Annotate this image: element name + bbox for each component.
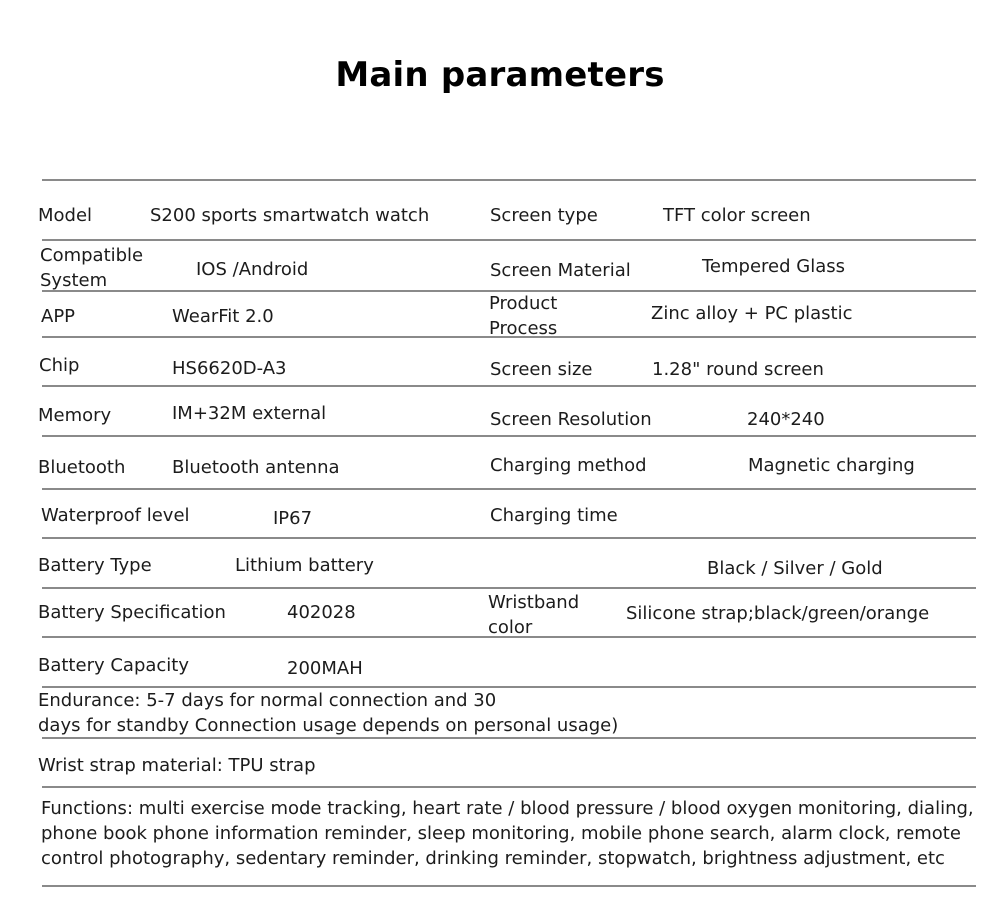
spec-value-battery-capacity: 200MAH	[287, 658, 363, 679]
spec-value-app: WearFit 2.0	[172, 306, 274, 327]
spec-label-screen-resolution: Screen Resolution	[490, 409, 652, 430]
spec-value-memory: IM+32M external	[172, 403, 327, 424]
spec-label-charging-method: Charging method	[490, 455, 647, 476]
spec-label-waterproof-level: Waterproof level	[41, 505, 190, 526]
spec-value-screen-resolution: 240*240	[747, 409, 825, 430]
spec-value-bluetooth: Bluetooth antenna	[172, 457, 340, 478]
spec-value-product-process: Zinc alloy + PC plastic	[651, 303, 853, 324]
spec-label-charging-time: Charging time	[490, 505, 618, 526]
spec-value-wristband-color: Silicone strap;black/green/orange	[626, 603, 930, 624]
spec-label-product-process-2: Process	[489, 318, 558, 339]
spec-value-chip: HS6620D-A3	[172, 358, 287, 379]
wrist-strap-text: Wrist strap material: TPU strap	[38, 755, 316, 776]
endurance-text-2: days for standby Connection usage depends on personal usage)	[38, 715, 619, 736]
spec-label-screen-material: Screen Material	[490, 260, 631, 281]
spec-label-battery-capacity: Battery Capacity	[38, 655, 190, 676]
spec-value-compatible-system: IOS /Android	[196, 259, 309, 280]
table-divider	[42, 435, 976, 437]
spec-value-waterproof-level: IP67	[273, 508, 313, 529]
spec-label-chip: Chip	[39, 355, 80, 376]
table-divider	[42, 179, 976, 181]
functions-text-3: control photography, sedentary reminder, drinking reminder, stopwatch, brightness adjustment, etc	[41, 848, 945, 869]
spec-label-app: APP	[41, 306, 76, 327]
table-divider	[42, 385, 976, 387]
spec-label-compatible-system: Compatible	[40, 245, 144, 266]
page-title: Main parameters	[335, 55, 665, 95]
spec-value-charging-method: Magnetic charging	[748, 455, 915, 476]
spec-label-battery-type: Battery Type	[38, 555, 152, 576]
spec-label-battery-specification: Battery Specification	[38, 602, 226, 623]
table-divider	[42, 537, 976, 539]
spec-label-model: Model	[38, 205, 93, 226]
spec-label-screen-size: Screen size	[490, 359, 593, 380]
spec-label-compatible-system-2: System	[40, 270, 108, 291]
table-divider	[42, 786, 976, 788]
spec-value-battery-type: Lithium battery	[235, 555, 374, 576]
spec-value-screen-type: TFT color screen	[663, 205, 811, 226]
spec-value-screen-size: 1.28" round screen	[652, 359, 824, 380]
functions-text-2: phone book phone information reminder, sleep monitoring, mobile phone search, alarm clock, remote	[41, 823, 961, 844]
spec-label-wristband-color: Wristband	[488, 592, 580, 613]
spec-label-product-process: Product	[489, 293, 558, 314]
spec-value-colors: Black / Silver / Gold	[707, 558, 883, 579]
spec-label-memory: Memory	[38, 405, 112, 426]
spec-value-model: S200 sports smartwatch watch	[150, 205, 430, 226]
functions-text: Functions: multi exercise mode tracking, heart rate / blood pressure / blood oxygen monitoring, dialing,	[41, 798, 974, 819]
table-divider	[42, 587, 976, 589]
spec-value-screen-material: Tempered Glass	[702, 256, 846, 277]
endurance-text: Endurance: 5-7 days for normal connection and 30	[38, 690, 497, 711]
spec-label-wristband-color-2: color	[488, 617, 533, 638]
spec-label-screen-type: Screen type	[490, 205, 598, 226]
table-divider	[42, 239, 976, 241]
spec-value-battery-specification: 402028	[287, 602, 356, 623]
table-divider	[42, 885, 976, 887]
table-divider	[42, 488, 976, 490]
spec-label-bluetooth: Bluetooth	[38, 457, 126, 478]
